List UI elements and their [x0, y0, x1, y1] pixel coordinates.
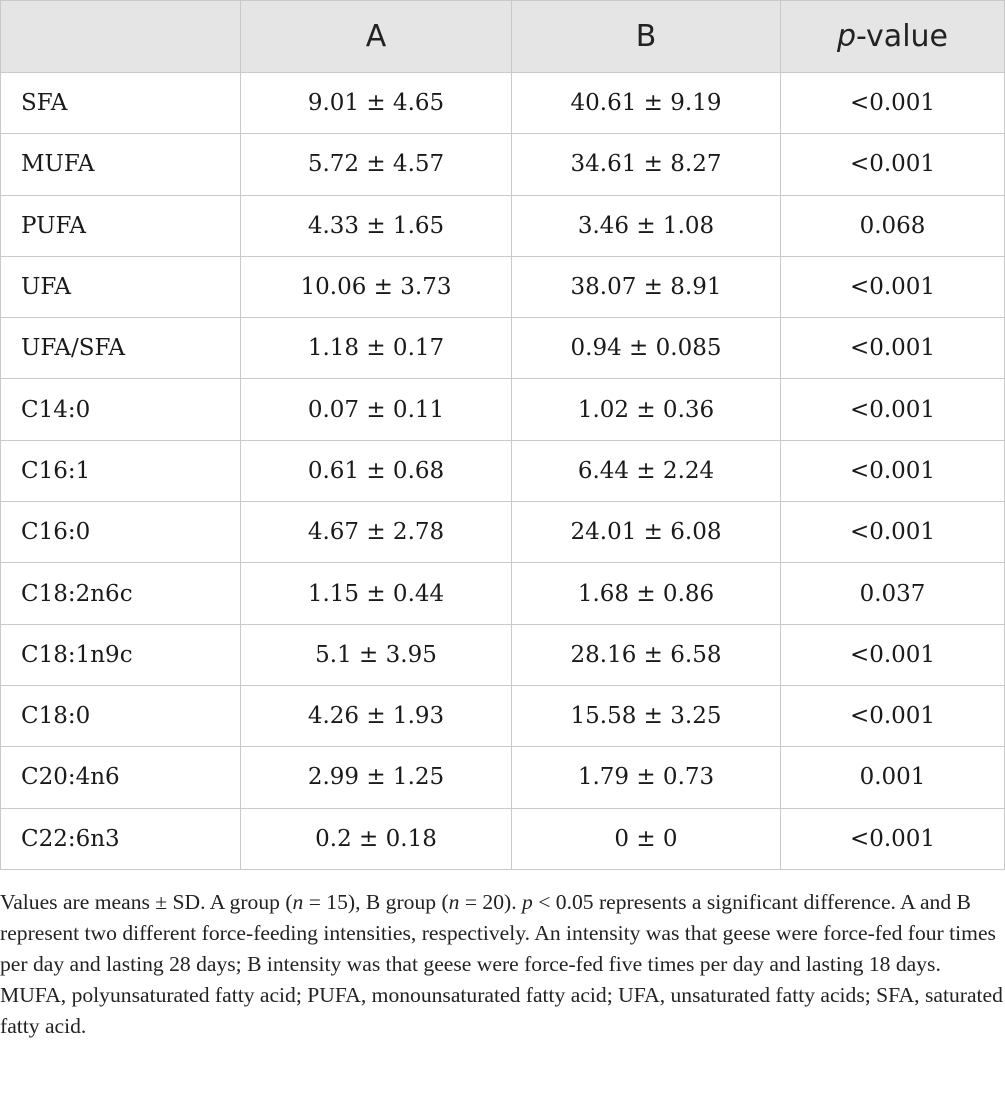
group-a-cell: 2.99 ± 1.25 [241, 747, 512, 808]
footnote-n-symbol-a: n [292, 890, 304, 914]
group-b-cell: 40.61 ± 9.19 [512, 73, 781, 134]
group-a-cell: 10.06 ± 3.73 [241, 256, 512, 317]
row-label-cell: SFA [1, 73, 241, 134]
table-row [1, 318, 1005, 379]
group-b-cell: 28.16 ± 6.58 [512, 624, 781, 685]
row-label-cell: C18:0 [1, 685, 241, 746]
group-a-cell: 5.72 ± 4.57 [241, 134, 512, 195]
group-a-cell: 9.01 ± 4.65 [241, 73, 512, 134]
group-b-cell: 24.01 ± 6.08 [512, 502, 781, 563]
table-row [1, 502, 1005, 563]
p-value-cell: 0.037 [781, 563, 1005, 624]
p-symbol: p [836, 19, 857, 54]
table-row [1, 256, 1005, 317]
p-value-cell: <0.001 [781, 134, 1005, 195]
footnote-p-symbol: p [522, 890, 533, 914]
group-b-cell: 1.79 ± 0.73 [512, 747, 781, 808]
p-value-cell: <0.001 [781, 256, 1005, 317]
group-b-cell: 0.94 ± 0.085 [512, 318, 781, 379]
row-label-cell: C22:6n3 [1, 808, 241, 869]
group-b-cell: 1.02 ± 0.36 [512, 379, 781, 440]
row-label-cell: MUFA [1, 134, 241, 195]
table-footnote [0, 887, 1004, 1042]
table-body [1, 73, 1005, 870]
group-b-cell: 34.61 ± 8.27 [512, 134, 781, 195]
footnote-n-symbol-b: n [448, 890, 460, 914]
group-b-cell: 6.44 ± 2.24 [512, 440, 781, 501]
p-value-cell: <0.001 [781, 502, 1005, 563]
p-value-cell: <0.001 [781, 318, 1005, 379]
group-a-cell: 5.1 ± 3.95 [241, 624, 512, 685]
table-row [1, 624, 1005, 685]
footnote-text-3: = 20). [459, 890, 523, 914]
row-label-cell: C14:0 [1, 379, 241, 440]
row-label-cell: C16:0 [1, 502, 241, 563]
p-value-cell: <0.001 [781, 440, 1005, 501]
table-header [1, 1, 1005, 73]
header-group-b: B [512, 1, 781, 73]
group-a-cell: 4.67 ± 2.78 [241, 502, 512, 563]
header-group-a: A [241, 1, 512, 73]
p-value-cell: <0.001 [781, 685, 1005, 746]
table-row [1, 808, 1005, 869]
group-a-cell: 4.26 ± 1.93 [241, 685, 512, 746]
p-value-cell: <0.001 [781, 808, 1005, 869]
row-label-cell: C18:1n9c [1, 624, 241, 685]
row-label-cell: C20:4n6 [1, 747, 241, 808]
footnote-text-4: < 0.05 represents a significant difference. A and B represent two different force-feeding intensities, respectively. An intensity was that geese were force-fed four times per day and lasting 28 days; B intensity was that geese were force-fed five times per day and lasting 18 days. MUFA, polyunsaturated fatty acid; PUFA, monounsaturated fatty acid; UFA, unsaturated fatty acids; SFA, saturated fatty acid. [0, 890, 1003, 1038]
group-b-cell: 15.58 ± 3.25 [512, 685, 781, 746]
p-value-cell: <0.001 [781, 73, 1005, 134]
header-label-cell [1, 1, 241, 73]
footnote-text-2: = 15), B group ( [303, 890, 449, 914]
group-b-cell: 38.07 ± 8.91 [512, 256, 781, 317]
row-label-cell: UFA [1, 256, 241, 317]
table-row [1, 440, 1005, 501]
group-b-cell: 3.46 ± 1.08 [512, 195, 781, 256]
row-label-cell: PUFA [1, 195, 241, 256]
group-b-cell: 1.68 ± 0.86 [512, 563, 781, 624]
group-a-cell: 1.15 ± 0.44 [241, 563, 512, 624]
table-row [1, 379, 1005, 440]
p-value-suffix: -value [856, 19, 948, 54]
table-row [1, 73, 1005, 134]
row-label-cell: C16:1 [1, 440, 241, 501]
table-row [1, 685, 1005, 746]
group-b-cell: 0 ± 0 [512, 808, 781, 869]
p-value-cell: <0.001 [781, 624, 1005, 685]
p-value-cell: 0.001 [781, 747, 1005, 808]
group-a-cell: 0.2 ± 0.18 [241, 808, 512, 869]
table-row [1, 747, 1005, 808]
table-row [1, 563, 1005, 624]
row-label-cell: UFA/SFA [1, 318, 241, 379]
table-row [1, 195, 1005, 256]
row-label-cell: C18:2n6c [1, 563, 241, 624]
group-a-cell: 0.61 ± 0.68 [241, 440, 512, 501]
p-value-cell: <0.001 [781, 379, 1005, 440]
header-p-value [781, 1, 1005, 73]
table-row [1, 134, 1005, 195]
group-a-cell: 0.07 ± 0.11 [241, 379, 512, 440]
group-a-cell: 4.33 ± 1.65 [241, 195, 512, 256]
footnote-text-1: Values are means ± SD. A group ( [0, 890, 293, 914]
header-row [1, 1, 1005, 73]
p-value-cell: 0.068 [781, 195, 1005, 256]
group-a-cell: 1.18 ± 0.17 [241, 318, 512, 379]
